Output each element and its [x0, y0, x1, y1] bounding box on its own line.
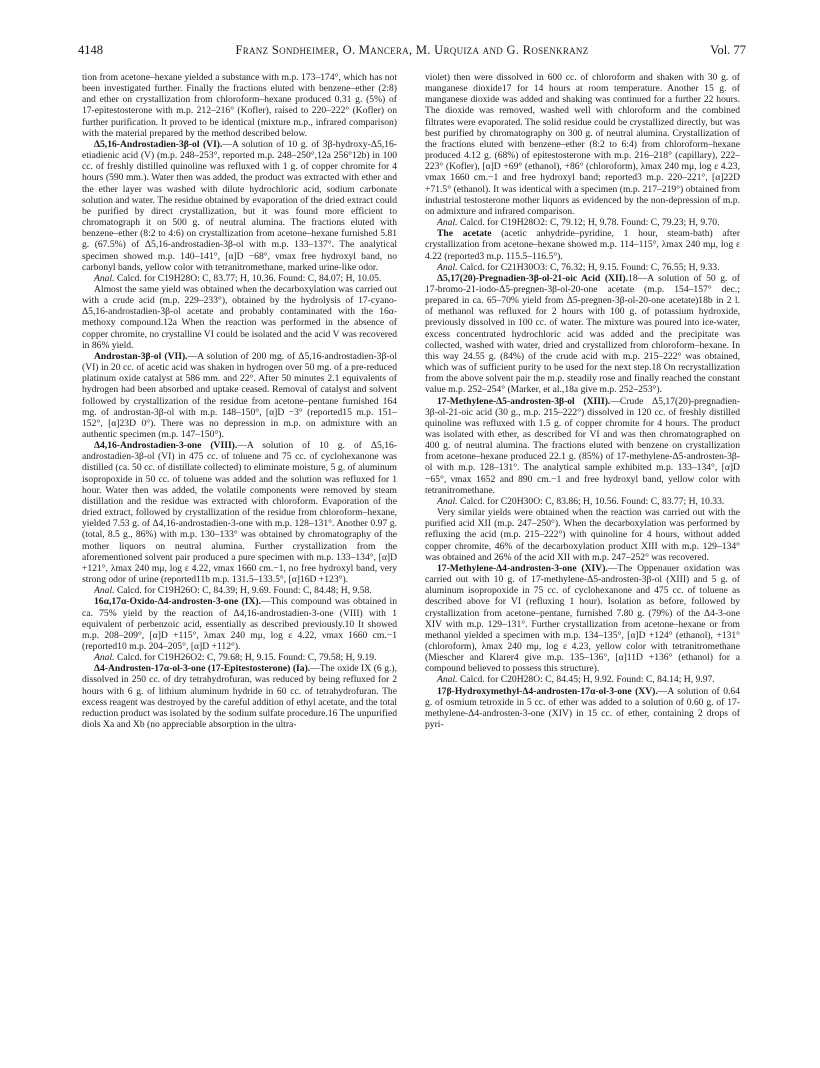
analysis-paragraph: Anal. Calcd. for C20H28O: C, 84.45; H, 9.92. Found: C, 84.14; H, 9.97.: [437, 674, 715, 686]
section-heading: Δ5,16-Androstadien-3β-ol (VI).: [94, 138, 223, 150]
section-heading: 17-Methylene-Δ5-androsten-3β-ol (XIII).: [437, 395, 611, 407]
analysis-paragraph: Anal. Calcd. for C20H30O: C, 83.86; H, 10.56. Found: C, 83.77; H, 10.33.: [437, 495, 725, 507]
paragraph: Δ4-Androsten-17α-ol-3-one (17-Epitestosterone) (Ia).—The oxide IX (6 g.), dissolved in 250 cc. of dry tetrahydrofuran, was reduced by being refluxed for 2 hours with 6 g. of lithium aluminum hydride in 60 cc. of tetrahydrofuran. The excess reagent was destroyed by the careful addition of ethyl acetate, and the total reduction product was isolated by the sodium sulfate procedure.16 The unpurified diols Xa and Xb (no appreciable absorption in the ultra-: [82, 663, 397, 731]
paragraph: 16α,17α-Oxido-Δ4-androsten-3-one (IX).—This compound was obtained in ca. 75% yield by the reaction of Δ4,16-androstadien-3-one (VIII) with 1 equivalent of perbenzoic acid, essentially as described previously.10 It showed m.p. 208–209°, [α]D +115°, λmax 240 mμ, log ε 4.22, νmax 1660 cm.−1 (reported10 m.p. 204–205°, [α]D +112°).: [82, 596, 397, 652]
section-heading: 17-Methylene-Δ4-androsten-3-one (XIV).: [437, 562, 608, 574]
analysis-paragraph: Anal. Calcd. for C19H28O2: C, 79.12; H, 9.78. Found: C, 79.23; H, 9.70.: [437, 217, 720, 229]
paragraph: Almost the same yield was obtained when the decarboxylation was carried out with a crude acid (m.p. 229–233°), obtained by the hydrolysis of 17-cyano-Δ5,16-androstadien-3β-ol acetate and probably contaminated with the 16α-methoxy compound.12a When the reaction was performed in the absence of copper chromite, no crystalline VI could be isolated and the acid V was recovered in 86% yield.: [82, 283, 397, 351]
section-heading: 17β-Hydroxymethyl-Δ4-androsten-17α-ol-3-one (XV).: [437, 685, 658, 697]
section-heading: Δ4,16-Androstadien-3-one (VIII).: [94, 440, 238, 452]
page-number: 4148: [78, 43, 103, 57]
paragraph: 17β-Hydroxymethyl-Δ4-androsten-17α-ol-3-one (XV).—A solution of 0.64 g. of osmium tetroxide in 5 cc. of ether was added to a solution of 0.60 g. of 17-methylene-Δ4-androsten-3-one (XIV) in 15 cc. of ether, containing 2 drops of pyri-: [425, 685, 740, 731]
paragraph: Very similar yields were obtained when the reaction was carried out with the purified acid XII (m.p. 247–250°). When the decarboxylation was performed by refluxing the acid (m.p. 215–222°) with quinoline for 4 hours, without added copper chromite, 46% of the decarboxylation product XIII with m.p. 129–134° was obtained and 26% of the acid XII with m.p. 247–252° was recovered.: [425, 507, 740, 563]
volume-label: Vol. 77: [710, 43, 746, 57]
running-header: [78, 40, 746, 60]
paragraph: violet) then were dissolved in 600 cc. of chloroform and shaken with 30 g. of manganese dioxide17 for 14 hours at room temperature. Another 15 g. of manganese dioxide was added and shaking was continued for a further 22 hours. The dioxide was removed, washed well with chloroform and the combined filtrates were evaporated. The solid residue could be crystallized directly, but was best purified by chromatography on 300 g. of neutral alumina. Crystallization of the fractions eluted with benzene–ether (8:2 to 6:4) from chloroform–hexane produced 4.12 g. (68%) of epitestosterone with m.p. 216–218° (capillary), 222–223° (Kofler), [α]D +69° (ethanol), +86° (chloroform), λmax 240 mμ, log ε 4.23, νmax 1660 cm.−1 and free hydroxyl band; reported3 m.p. 220–221°, [α]22D +71.5° (ethanol). It was identical with a specimen (m.p. 217–219°) obtained from industrial testosterone mother liquors as evidenced by the non-depression of m.p. on admixture and infrared comparison.: [425, 72, 740, 217]
paragraph: tion from acetone–hexane yielded a substance with m.p. 173–174°, which has not been investigated further. Finally the fractions eluted with benzene–ether (2:8) and ether on crystallization from chloroform–hexane produced 0.31 g. (5%) of 17-epitestosterone with m.p. 212–216° (Kofler), raised to 220–222° (Kofler) on further purification. It proved to be identical (mixture m.p., infrared comparison) with the material prepared by the method described below.: [82, 72, 397, 139]
section-heading: 16α,17α-Oxido-Δ4-androsten-3-one (IX).: [94, 596, 262, 608]
paragraph: Δ5,17(20)-Pregnadien-3β-ol-21-oic Acid (XII).18—A solution of 50 g. of 17-bromo-21-iodo-Δ5-pregnen-3β-ol-20-one acetate (m.p. 154–157° dec.; prepared in ca. 65–70% yield from Δ5-pregnen-3β-ol-20-one acetate)18b in 2 l. of methanol was refluxed for 2 hours with 100 g. of potassium hydroxide, previously dissolved in 100 cc. of water. The mixture was poured into ice-water, excess concentrated hydrochloric acid was added and the precipitate was collected, washed with water, dried and crystallized from chloroform–hexane. In this way 24.55 g. (84%) of the crude acid with m.p. 215–222° was obtained, which was of sufficient purity to be used for the next step.18 On recrystallization from the above solvent pair the m.p. steadily rose and finally reached the constant value m.p. 252–254° (Marker, et al.,18a give m.p. 252–253°).: [425, 272, 740, 396]
section-heading: The acetate: [437, 228, 492, 240]
left-column: [82, 72, 397, 1032]
section-heading: Δ5,17(20)-Pregnadien-3β-ol-21-oic Acid (XII).: [437, 272, 629, 284]
paragraph: Androstan-3β-ol (VII).—A solution of 200 mg. of Δ5,16-androstadien-3β-ol (VI) in 20 cc. of acetic acid was shaken in hydrogen over 50 mg. of a pre-reduced platinum oxide catalyst at 586 mm. and 22°. After 50 minutes 2.1 equivalents of hydrogen had been absorbed and uptake ceased. Removal of catalyst and solvent followed by crystallization of the residue from acetone–pentane furnished 164 mg. of androstan-3β-ol with m.p. 148–150°, [α]D −3° (reported15 m.p. 151–152°, [α]23D 0°). There was no depression in m.p. on admixture with an authentic specimen (m.p. 147–150°).: [82, 350, 397, 440]
section-heading: Δ4-Androsten-17α-ol-3-one (17-Epitestosterone) (Ia).: [94, 663, 311, 675]
section-heading: Androstan-3β-ol (VII).: [94, 350, 188, 362]
analysis-paragraph: Anal. Calcd. for C19H26O2: C, 79.68; H, 9.15. Found: C, 79.58; H, 9.19.: [94, 652, 377, 664]
paragraph: Δ4,16-Androstadien-3-one (VIII).—A solution of 10 g. of Δ5,16-androstadien-3β-ol (VI) in 475 cc. of toluene and 75 cc. of cyclohexanone was distilled (ca. 50 cc. of distillate collected) to eliminate moisture, 5 g. of aluminum isopropoxide in 50 cc. of toluene was added and the solution was refluxed for 1 hour. Water then was added, the volatile components were removed by steam distillation and the residue was extracted with chloroform. Evaporation of the dried extract, followed by crystallization of the residue from chloroform–hexane, yielded 7.53 g. of Δ4,16-androstadien-3-one with m.p. 128–131°. Another 0.97 g. (total, 8.5 g., 86%) with m.p. 130–133° was obtained by chromatography of the mother liquors on neutral alumina. Further crystallization from the aforementioned solvent pair produced a pure specimen with m.p. 133–134°, [α]D +121°, λmax 240 mμ, log ε 4.22, νmax 1660 cm.−1, no free hydroxyl band, very strong odor of urine (reported11b m.p. 131.5–133.5°, [α]16D +123°).: [82, 440, 397, 586]
paragraph: Δ5,16-Androstadien-3β-ol (VI).—A solution of 10 g. of 3β-hydroxy-Δ5,16-etiadienic acid (V) (m.p. 248–253°, reported m.p. 248–250°,12a 256°12b) in 100 cc. of freshly distilled quinoline was refluxed with 1 g. of copper chromite for 4 hours (590 mm.). Water then was added, the product was extracted with ether and the ether layer was washed with dilute hydrochloric acid, sodium carbonate solution and water. The residue obtained by evaporation of the dried extract could be purified by direct crystallization, but it was found more efficient to chromatograph it on 500 g. of neutral alumina. The fractions eluted with benzene–ether (8:2 to 4:6) on crystallization from acetone–hexane furnished 5.81 g. (67.5%) of Δ5,16-androstadien-3β-ol with m.p. 133–137°. The analytical specimen showed m.p. 140–141°, [α]D −68°, νmax free hydroxyl band, no carbonyl bands, yellow color with tetranitromethane, marked urine-like odor.: [82, 138, 397, 273]
paragraph: 17-Methylene-Δ5-androsten-3β-ol (XIII).—Crude Δ5,17(20)-pregnadien-3β-ol-21-oic acid (30 g., m.p. 215–222°) dissolved in 120 cc. of freshly distilled quinoline was refluxed with 1.5 g. of copper chromite for 4 hours. The product was isolated with ether, as described for VI and was then chromatographed on 400 g. of neutral alumina. The fractions eluted with benzene on crystallization from acetone–hexane produced 22.1 g. (85%) of 17-methylene-Δ5-androsten-3β-ol with m.p. 128–131°. The analytical sample exhibited m.p. 133–134°, [α]D −65°, νmax 1652 and 890 cm.−1 and free hydroxyl band, yellow color with tetranitromethane.: [425, 395, 740, 496]
paragraph: 17-Methylene-Δ4-androsten-3-one (XIV).—The Oppenauer oxidation was carried out with 10 g. of 17-methylene-Δ5-androsten-3β-ol (XIII) and 5 g. of aluminum isopropoxide in 75 cc. of cyclohexanone and 475 cc. of toluene as described above for VI (refluxing 1 hour). Isolation as before, followed by crystallization from acetone–pentane, furnished 7.80 g. (79%) of the Δ4-3-one XIV with m.p. 129–131°. Further crystallization from acetone–hexane or from methanol yielded a specimen with m.p. 134–135°, [α]D +124° (ethanol), +131° (chloroform), λmax 240 mμ, log ε 4.23, yellow color with tetranitromethane (Miescher and Klarer4 give m.p. 135–136°, [α]11D +136° (ethanol) for a compound believed to possess this structure).: [425, 562, 740, 675]
analysis-paragraph: Anal. Calcd. for C19H28O: C, 83.77; H, 10.36. Found: C, 84.07; H, 10.05.: [94, 272, 382, 284]
paragraph: The acetate (acetic anhydride–pyridine, 1 hour, steam-bath) after crystallization from acetone–hexane showed m.p. 114–115°, λmax 240 mμ, log ε 4.22 (reported3 m.p. 115.5–116.5°).: [425, 228, 740, 262]
analysis-paragraph: Anal. Calcd. for C21H30O3: C, 76.32; H, 9.15. Found: C, 76.55; H, 9.33.: [437, 261, 720, 273]
running-authors: Franz Sondheimer, O. Mancera, M. Urquiza and G. Rosenkranz: [235, 43, 589, 57]
analysis-paragraph: Anal. Calcd. for C19H26O: C, 84.39; H, 9.69. Found: C, 84.48; H, 9.58.: [94, 585, 372, 597]
right-column: [425, 72, 740, 1032]
